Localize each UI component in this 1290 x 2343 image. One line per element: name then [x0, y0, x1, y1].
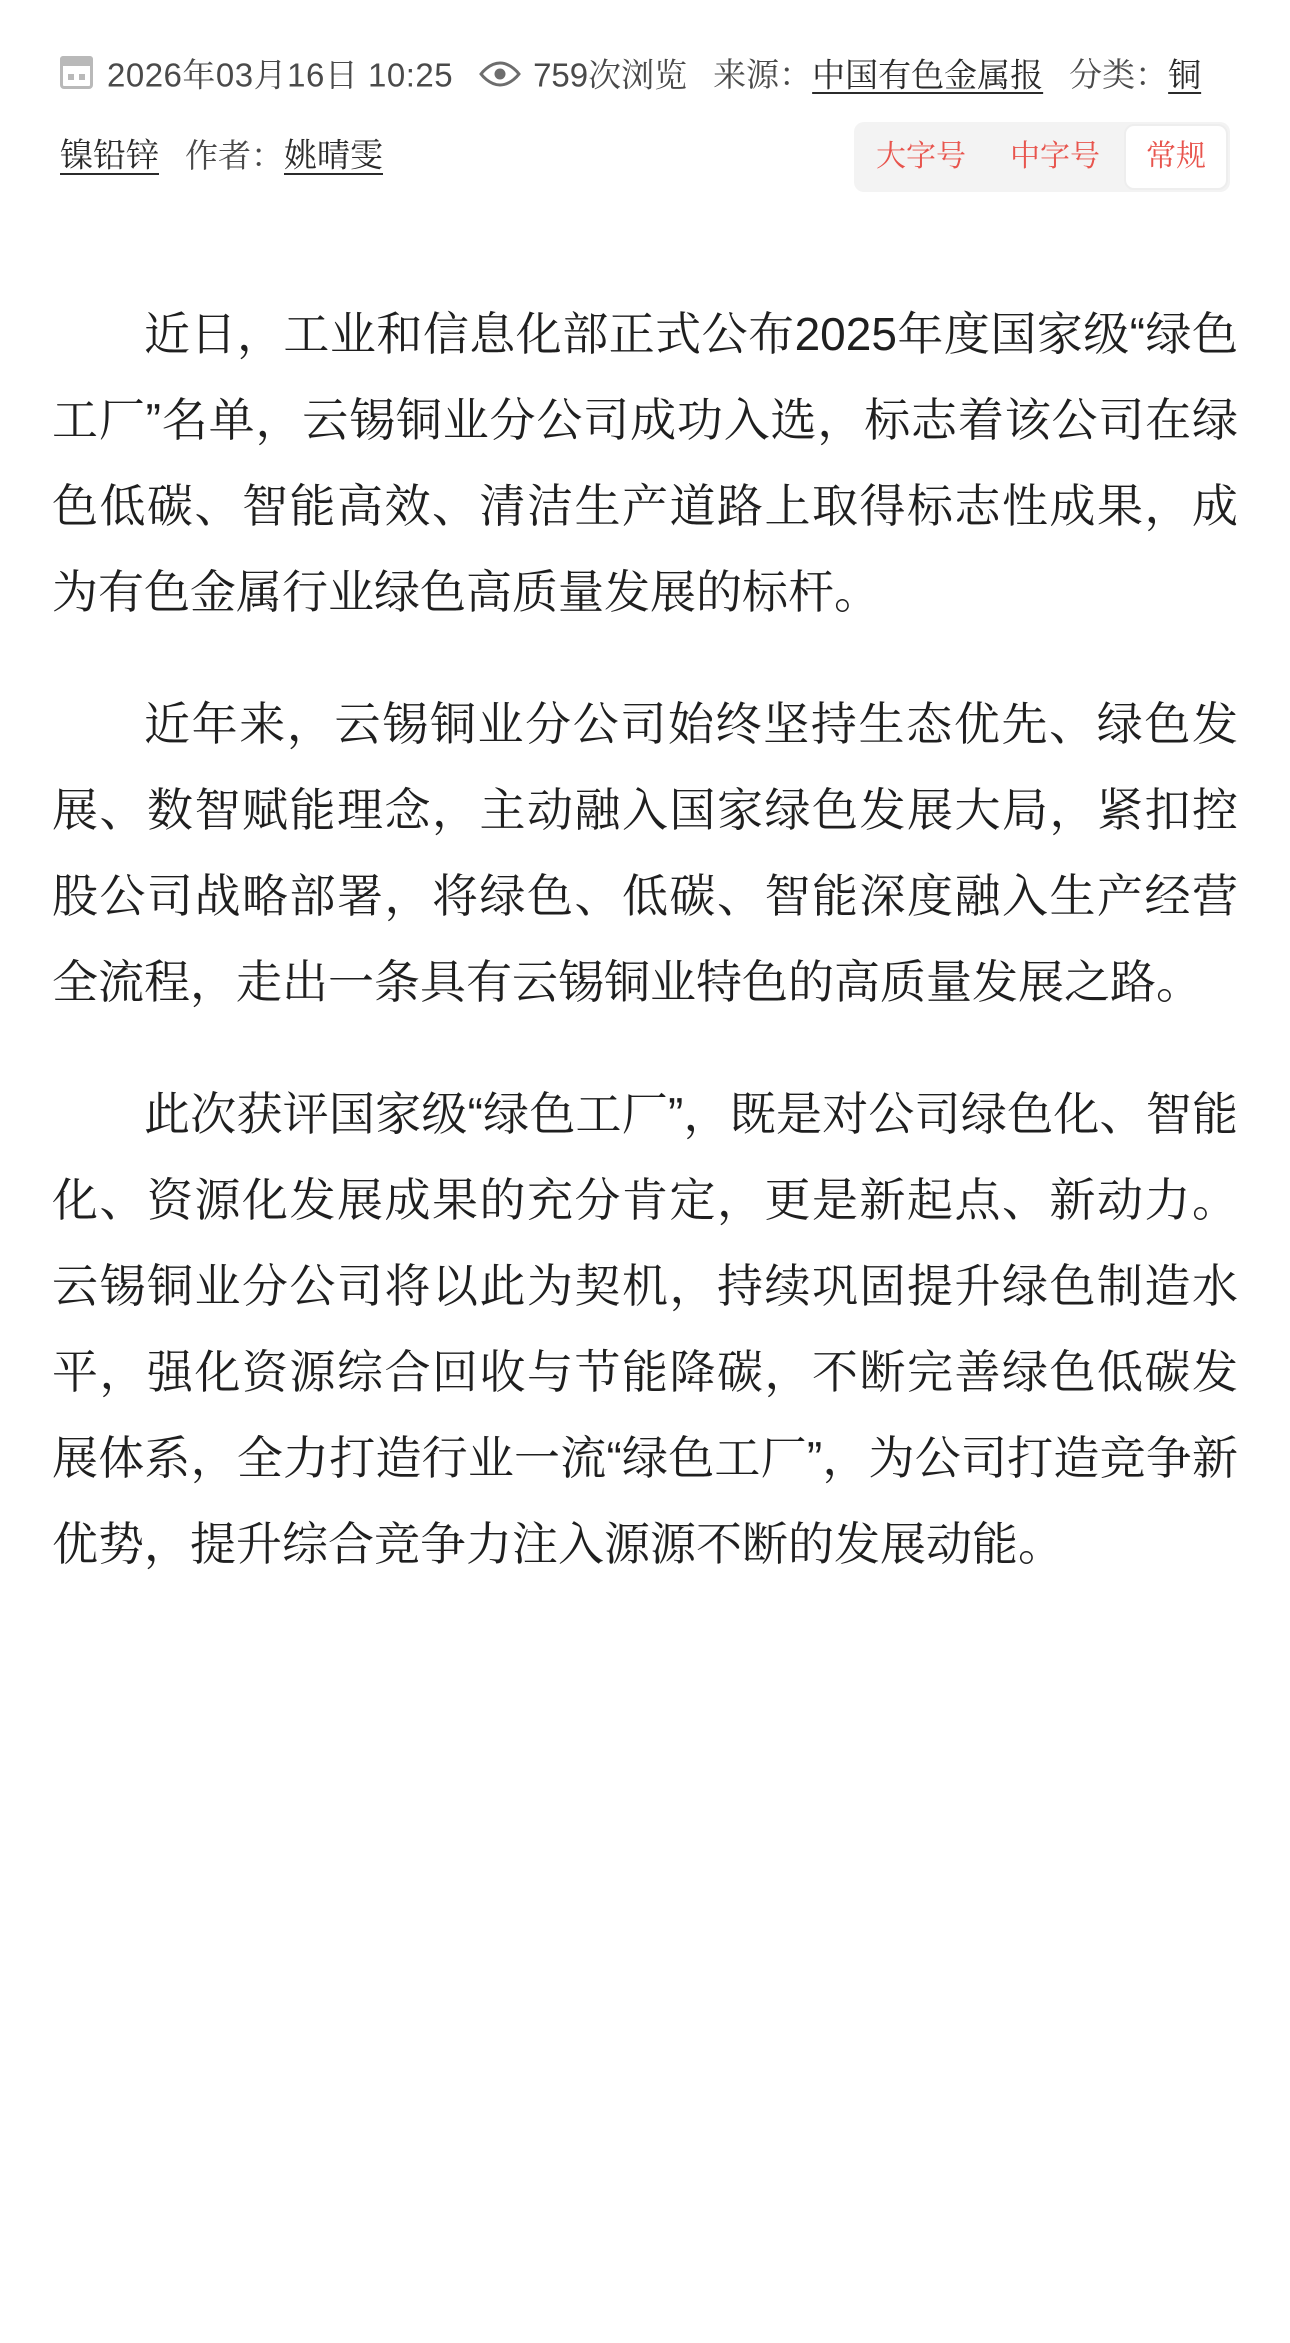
- article-paragraph: 近日，工业和信息化部正式公布2025年度国家级“绿色工厂”名单，云锡铜业分公司成功入选，标志着该公司在绿色低碳、智能高效、清洁生产道路上取得标志性成果，成为有色金属行业绿色高质量发展的标杆。: [52, 307, 1238, 618]
- font-size-switcher[interactable]: [854, 122, 1230, 192]
- view-count: 759次浏览: [533, 56, 688, 94]
- article-body: [0, 195, 1290, 1673]
- category-label: 分类：: [1069, 56, 1169, 94]
- calendar-icon: [60, 56, 93, 89]
- eye-icon: [479, 61, 521, 87]
- article-paragraph: 近年来，云锡铜业分公司始终坚持生态优先、绿色发展、数智赋能理念，主动融入国家绿色发展大局，紧扣控股公司战略部署，将绿色、低碳、智能深度融入生产经营全流程，走出一条具有云锡铜业特色的高质量发展之路。: [52, 697, 1238, 1008]
- category-link[interactable]: 铜镍铅锌: [60, 56, 1202, 174]
- font-size-normal-button[interactable]: 常规: [1124, 124, 1228, 190]
- publish-date: 2026年03月16日 10:25: [107, 56, 454, 94]
- article-paragraph: 此次获评国家级“绿色工厂”，既是对公司绿色化、智能化、资源化发展成果的充分肯定，更是新起点、新动力。云锡铜业分公司将以此为契机，持续巩固提升绿色制造水平，强化资源综合回收与节能降碳，不断完善绿色低碳发展体系，全力打造行业一流“绿色工厂”，为公司打造竞争新优势，提升综合竞争力注入源源不断的发展动能。: [52, 1087, 1238, 1570]
- source-label: 来源：: [713, 56, 813, 94]
- author-link[interactable]: 姚晴雯: [284, 136, 383, 174]
- font-size-large-button[interactable]: 大字号: [854, 122, 988, 192]
- author-label: 作者：: [185, 136, 284, 174]
- font-size-medium-button[interactable]: 中字号: [988, 122, 1122, 192]
- source-link[interactable]: 中国有色金属报: [812, 56, 1044, 94]
